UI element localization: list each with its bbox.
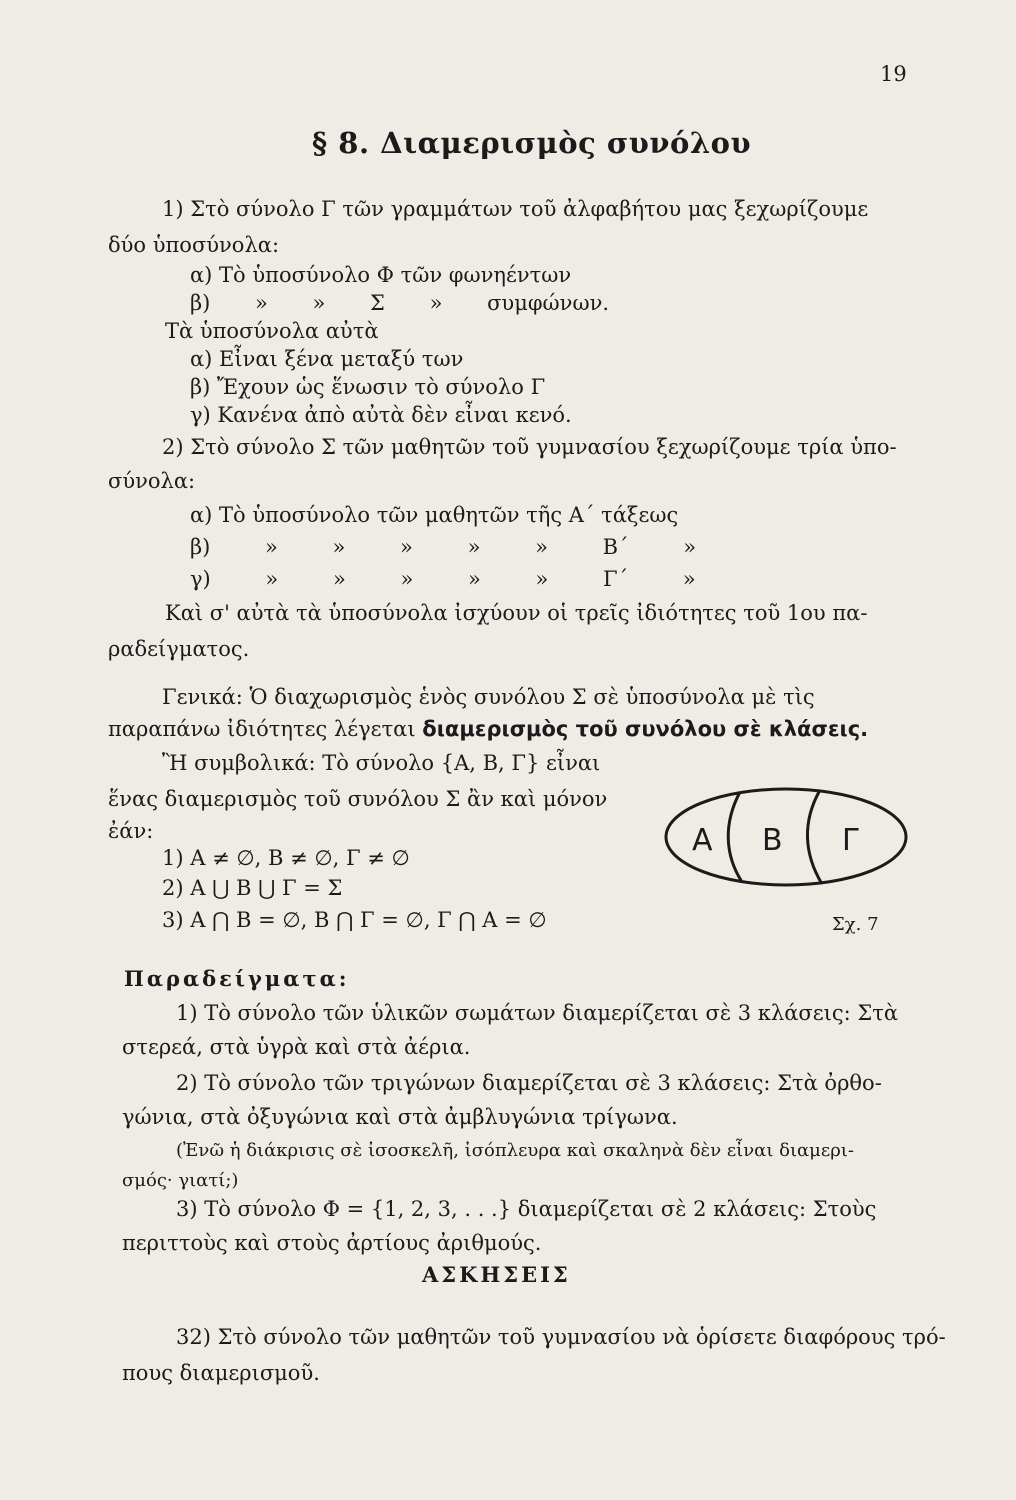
text-line: γ) » » » » » Γ΄ » — [190, 567, 696, 591]
text-line: σύνολα: — [108, 469, 196, 493]
region-label-c: Γ — [842, 823, 859, 858]
definition-term: διαμερισμὸς τοῦ συνόλου σὲ κλάσεις. — [422, 717, 869, 741]
text-line: α) Τὸ ὑποσύνολο Φ τῶν φωνηέντων — [190, 263, 572, 287]
section-title: § 8. Διαμερισμὸς συνόλου — [312, 126, 752, 160]
divider-line — [728, 792, 742, 882]
text-line: Ἢ συμβολικά: Τὸ σύνολο {Α, Β, Γ} εἶναι — [162, 751, 601, 775]
note-line: σμός· γιατί;) — [122, 1170, 239, 1191]
text-line: β) » » Σ » συμφώνων. — [190, 291, 610, 315]
text-line: γ) Κανένα ἀπὸ αὐτὰ δὲν εἶναι κενό. — [190, 403, 572, 427]
text-line: Γενικά: Ὁ διαχωρισμὸς ἑνὸς συνόλου Σ σὲ ὑποσύνολα μὲ τὶς — [162, 685, 815, 709]
text-line: 2) Στὸ σύνολο Σ τῶν μαθητῶν τοῦ γυμνασίου ξεχωρίζουμε τρία ὑπο- — [162, 435, 897, 459]
text-line: ραδείγματος. — [108, 637, 250, 661]
text-line: 1) Τὸ σύνολο τῶν ὑλικῶν σωμάτων διαμερίζεται σὲ 3 κλάσεις: Στὰ — [176, 1001, 899, 1025]
text-line: 1) Στὸ σύνολο Γ τῶν γραμμάτων τοῦ ἀλφαβήτου μας ξεχωρίζουμε — [162, 197, 869, 221]
text-line: β) Ἔχουν ὡς ἕνωσιν τὸ σύνολο Γ — [190, 375, 546, 399]
exercises-heading: ΑΣΚΗΣΕΙΣ — [422, 1262, 571, 1287]
text-line: πους διαμερισμοῦ. — [122, 1361, 320, 1385]
text-line: γώνια, στὰ ὀξυγώνια καὶ στὰ ἀμβλυγώνια τρίγωνα. — [122, 1105, 678, 1129]
text-line: 3) Τὸ σύνολο Φ = {1, 2, 3, . . .} διαμερίζεται σὲ 2 κλάσεις: Στοὺς — [176, 1197, 877, 1221]
text-line: στερεά, στὰ ὑγρὰ καὶ στὰ ἀέρια. — [122, 1035, 471, 1059]
text-line: δύο ὑποσύνολα: — [108, 233, 280, 257]
text-line: περιττοὺς καὶ στοὺς ἀρτίους ἀριθμούς. — [122, 1231, 542, 1255]
text-line: ἐάν: — [108, 819, 154, 843]
text-line: ἕνας διαμερισμὸς τοῦ συνόλου Σ ἂν καὶ μόνον — [108, 787, 608, 811]
note-line: (Ἐνῶ ἡ διάκρισις σὲ ἰσοσκελῆ, ἰσόπλευρα καὶ σκαληνὰ δὲν εἶναι διαμερι- — [176, 1140, 854, 1161]
text-line — [108, 716, 868, 742]
text-span: παραπάνω ἰδιότητες λέγεται — [108, 717, 416, 741]
formula-line: 3) Α ⋂ Β = ∅, Β ⋂ Γ = ∅, Γ ⋂ Α = ∅ — [162, 908, 547, 932]
formula-line: 1) Α ≠ ∅, Β ≠ ∅, Γ ≠ ∅ — [162, 846, 410, 870]
page-number: 19 — [880, 62, 907, 86]
text-line: α) Τὸ ὑποσύνολο τῶν μαθητῶν τῆς Α΄ τάξεως — [190, 503, 679, 527]
examples-heading: Παραδείγματα: — [124, 966, 350, 991]
divider-line — [807, 790, 822, 884]
text-line: β) » » » » » Β΄ » — [190, 535, 697, 559]
formula-line: 2) Α ⋃ Β ⋃ Γ = Σ — [162, 876, 343, 900]
partition-diagram — [662, 782, 912, 892]
text-line: α) Εἶναι ξένα μεταξύ των — [190, 347, 464, 371]
text-line: 32) Στὸ σύνολο τῶν μαθητῶν τοῦ γυμνασίου νὰ ὁρίσετε διαφόρους τρό- — [176, 1325, 946, 1349]
figure-caption: Σχ. 7 — [832, 914, 879, 935]
text-line: 2) Τὸ σύνολο τῶν τριγώνων διαμερίζεται σὲ 3 κλάσεις: Στὰ ὀρθο- — [176, 1071, 882, 1095]
region-label-a: Α — [692, 823, 713, 858]
text-line: Καὶ σ' αὐτὰ τὰ ὑποσύνολα ἰσχύουν οἱ τρεῖς ἰδιότητες τοῦ 1ου πα- — [165, 601, 868, 625]
text-line: Τὰ ὑποσύνολα αὐτὰ — [165, 319, 379, 343]
region-label-b: Β — [762, 823, 783, 858]
